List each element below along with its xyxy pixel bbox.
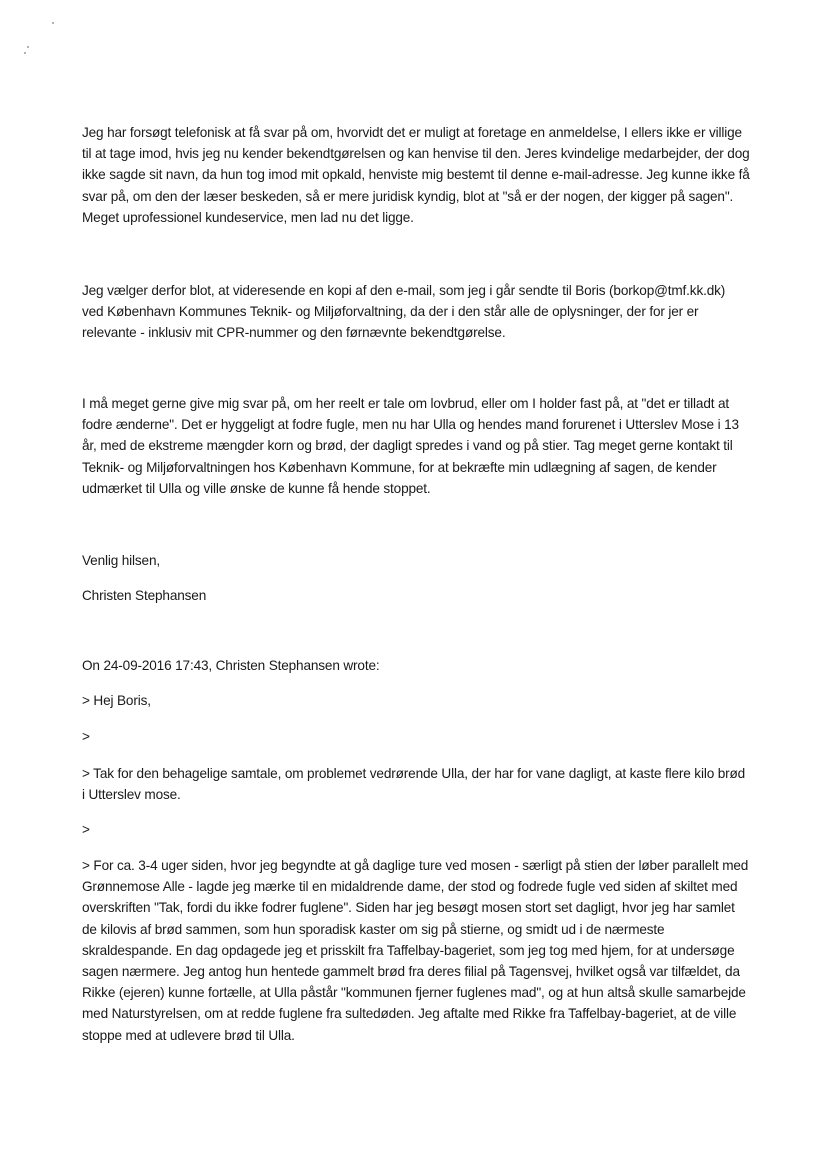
paragraph-request: I må meget gerne give mig svar på, om her reelt er tale om lovbrud, eller om I holder fast på, at "det er tilladt at fodre ænderne". Det er hyggeligt at fodre fugle, men nu har Ulla og hendes mand forurenet i Utterslev Mose i 13 år, med de ekstreme mængder korn og brød, der dagligt spredes i vand og på stier. Tag meget gerne kontakt til Teknik- og Miljøforvaltningen hos København Kommune, for at bekræfte min udlægning af sagen, de kender udmærket til Ulla og ville ønske de kunne få hende stoppet. [82, 396, 739, 496]
paragraph-phone-attempt: Jeg har forsøgt telefonisk at få svar på om, hvorvidt det er muligt at foretage en anmeldelse, I ellers ikke er villige til at tage imod, hvis jeg nu kender bekendtgørelsen og kan henvise til den. Jeres kvindelige medarbejder, der dog ikke sagde sit navn, da hun tog imod mit opkald, henviste mig bestemt til denne e-mail-adresse. Jeg kunne ikke få svar på, om den der læser beskeden, så er mere juridisk kyndig, blot at "så er der nogen, der kigger på sagen". Meget uprofessionel kundeservice, men lad nu det ligge. [82, 125, 750, 225]
scan-speck [24, 52, 26, 54]
quoted-greeting: > Hej Boris, [82, 693, 151, 708]
signature-name: Christen Stephansen [82, 588, 207, 603]
quoted-paragraph-story: > For ca. 3-4 uger siden, hvor jeg begyndte at gå daglige ture ved mosen - særligt på stien der løber parallelt med Grønnemose Alle - lagde jeg mærke til en midaldrende dame, der stod og fodrede fugle ved siden af skiltet med overskriften "Tak, fordi du ikke fodrer fuglene". Siden har jeg besøgt mosen stort set dagligt, hvor jeg har samlet de kilovis af brød sammen, som hun sporadisk kaster om sig på stierne, og smidt ud i de nærmeste skraldespande. En dag opdagede jeg et prisskilt fra Taffelbay-bageriet, som jeg tog med hjem, for at undersøge sagen nærmere. Jeg antog hun hentede gammelt brød fra deres filial på Tagensvej, hvilket også var tilfældet, da Rikke (ejeren) kunne fortælle, at Ulla påstår "kommunen fjerner fuglenes mad", og at hun altså skulle samarbejde med Naturstyrelsen, om at redde fuglene fra sultedøden. Jeg aftalte med Rikke fra Taffelbay-bageriet, at de ville stoppe med at udlevere brød til Ulla. [82, 858, 749, 1043]
paragraph-forwarding: Jeg vælger derfor blot, at videresende en kopi af den e-mail, som jeg i går sendte til Boris (borkop@tmf.kk.dk) ved København Kommunes Teknik- og Miljøforvaltning, da der i den står alle de oplysninger, der for jer er relevante - inklusiv mit CPR-nummer og den førnævnte bekendtgørelse. [82, 283, 726, 341]
closing-greeting: Venlig hilsen, [82, 553, 161, 568]
quoted-paragraph-thanks: > Tak for den behagelige samtale, om problemet vedrørende Ulla, der har for vane dagligt, at kaste flere kilo brød i Utterslev mose. [82, 766, 746, 803]
scan-speck [27, 46, 29, 48]
quoted-empty-line: > [82, 729, 90, 744]
scan-speck [52, 22, 54, 24]
quoted-email-header: On 24-09-2016 17:43, Christen Stephansen wrote: [82, 658, 380, 673]
quoted-empty-line: > [82, 822, 90, 837]
